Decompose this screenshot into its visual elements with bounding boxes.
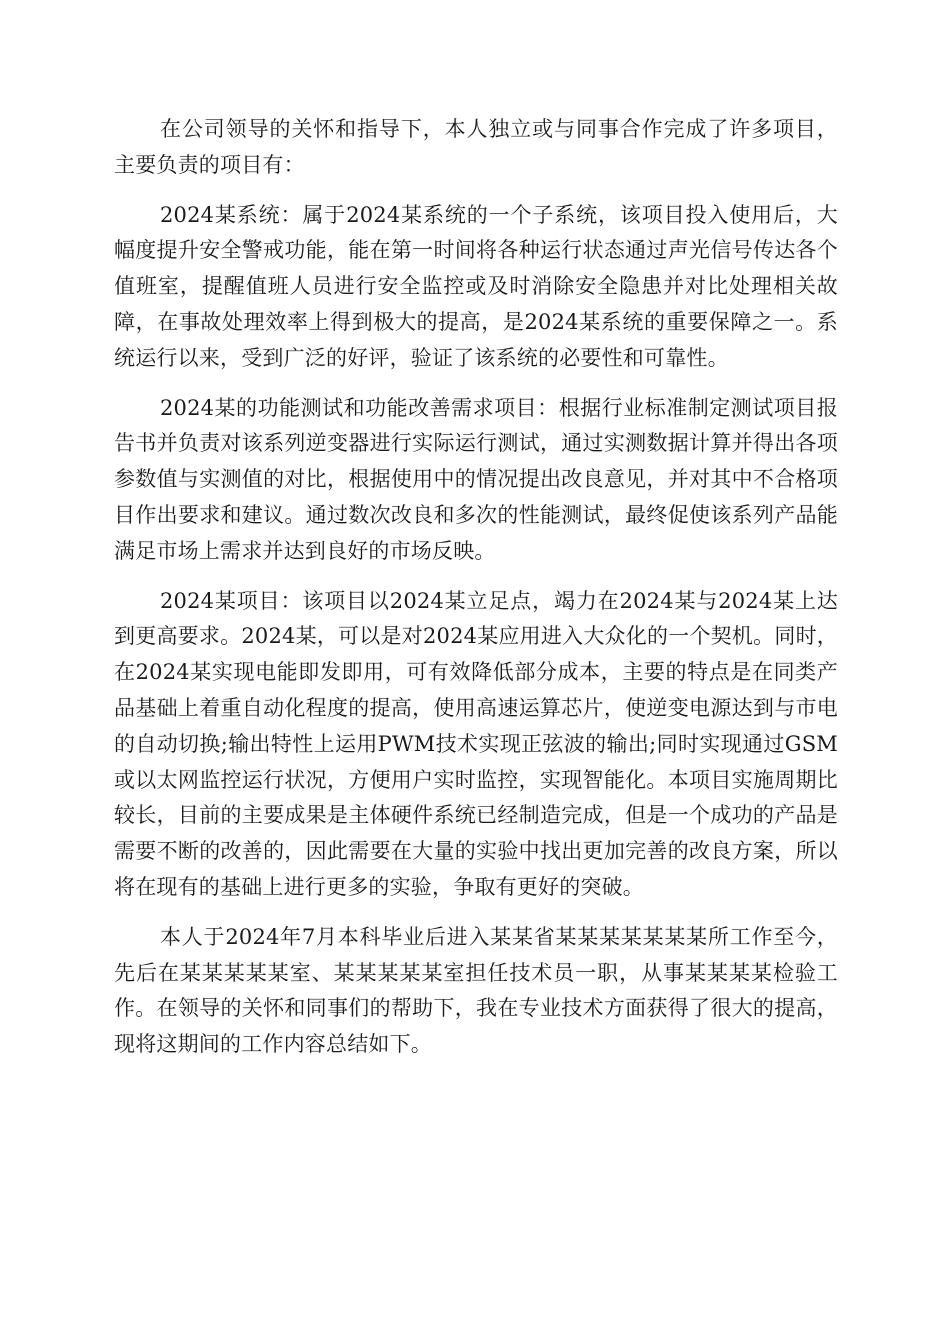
document-body [114,112,838,1077]
paragraph-work-summary: 本人于2024年7月本科毕业后进入某某省某某某某某某某所工作至今，先后在某某某某某室、某某某某某室担任技术员一职，从事某某某某检验工作。在领导的关怀和同事们的帮助下，我在专业技术方面获得了很大的提高，现将这期间的工作内容总结如下。 [114,924,838,1057]
paragraph-testing-project: 2024某的功能测试和功能改善需求项目：根据行业标准制定测试项目报告书并负责对该系列逆变器进行实际运行测试，通过实测数据计算并得出各项参数值与实测值的对比，根据使用中的情况提出改良意见，并对其中不合格项目作出要求和建议。通过数次改良和多次的性能测试，最终促使该系列产品能满足市场上需求并达到良好的市场反映。 [114,395,838,563]
paragraph-system-project: 2024某系统：属于2024某系统的一个子系统，该项目投入使用后，大幅度提升安全警戒功能，能在第一时间将各种运行状态通过声光信号传达各个值班室，提醒值班人员进行安全监控或及时消除安全隐患并对比处理相关故障，在事故处理效率上得到极大的提高，是2024某系统的重要保障之一。系统运行以来，受到广泛的好评，验证了该系统的必要性和可靠性。 [114,202,838,370]
paragraph-inverter-project: 2024某项目：该项目以2024某立足点，竭力在2024某与2024某上达到更高要求。2024某，可以是对2024某应用进入大众化的一个契机。同时，在2024某实现电能即发即用，可有效降低部分成本，主要的特点是在同类产品基础上着重自动化程度的提高，使用高速运算芯片，使逆变电源达到与市电的自动切换;输出特性上运用PWM技术实现正弦波的输出;同时实现通过GSM或以太网监控运行状况，方便用户实时监控，实现智能化。本项目实施周期比较长，目前的主要成果是主体硬件系统已经制造完成，但是一个成功的产品是需要不断的改善的，因此需要在大量的实验中找出更加完善的改良方案，所以将在现有的基础上进行更多的实验，争取有更好的突破。 [114,588,838,899]
paragraph-intro: 在公司领导的关怀和指导下，本人独立或与同事合作完成了许多项目，主要负责的项目有： [114,117,838,177]
